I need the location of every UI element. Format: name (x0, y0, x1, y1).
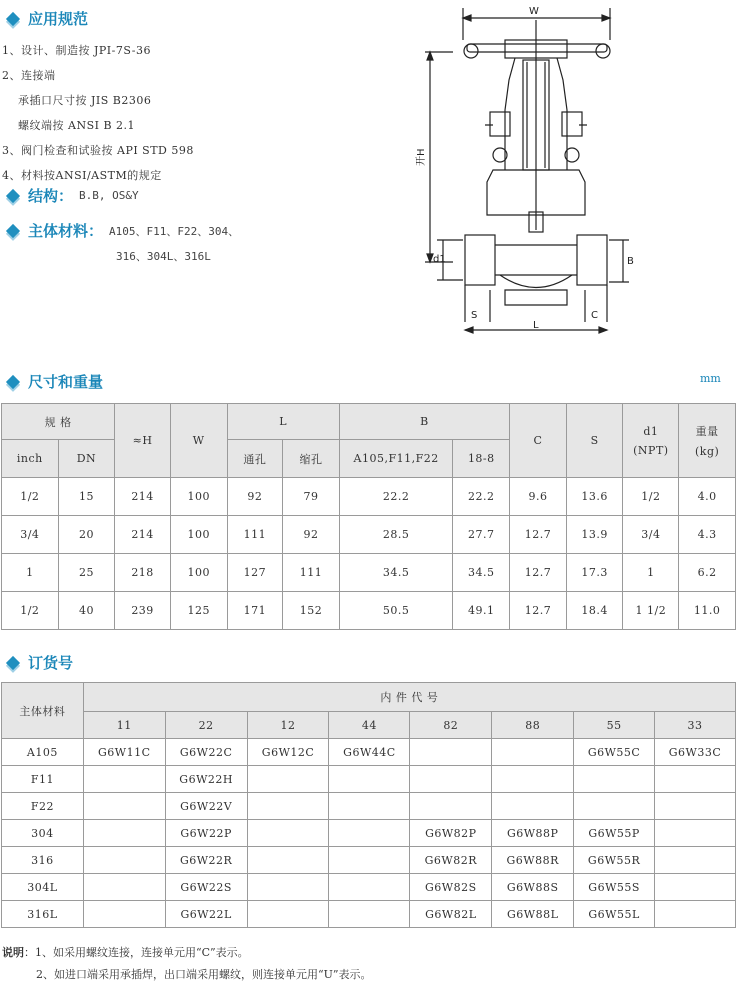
dim-label-h: 开H (416, 148, 427, 166)
cell: 1/2 (2, 592, 59, 630)
dim-label-w: W (529, 6, 539, 17)
cell: 40 (58, 592, 115, 630)
cell: 100 (170, 516, 227, 554)
header-code: 22 (165, 712, 247, 739)
order-table (1, 682, 736, 928)
cell: 111 (227, 516, 283, 554)
cell (247, 847, 329, 874)
cell: 4.0 (679, 478, 736, 516)
diamond-icon (6, 223, 20, 237)
cell: 127 (227, 554, 283, 592)
cell (492, 739, 574, 766)
order-heading (8, 652, 73, 673)
cell (410, 766, 492, 793)
table-row (2, 874, 736, 901)
table-row (2, 793, 736, 820)
header-b-a105: A105,F11,F22 (339, 440, 453, 478)
dim-label-d1: d1 (433, 254, 446, 265)
dimensions-heading (8, 371, 103, 392)
header-code: 33 (655, 712, 736, 739)
cell: G6W22H (165, 766, 247, 793)
table-row (2, 478, 736, 516)
cell: 9.6 (510, 478, 567, 516)
cell: 34.5 (339, 554, 453, 592)
cell: 15 (58, 478, 115, 516)
cell: 214 (115, 478, 171, 516)
cell: 50.5 (339, 592, 453, 630)
cell: 12.7 (510, 516, 567, 554)
cell (492, 793, 574, 820)
note-1-text: ：1、如采用螺纹连接，连接单元用“C”表示。 (24, 946, 249, 959)
cell (655, 874, 736, 901)
header-h: ≈H (115, 404, 171, 478)
cell (410, 793, 492, 820)
header-b-188: 18-8 (453, 440, 510, 478)
cell: 304L (2, 874, 84, 901)
header-code: 88 (492, 712, 574, 739)
cell: 1 (623, 554, 679, 592)
cell: 3/4 (623, 516, 679, 554)
spec-item: 承插口尺寸按 JIS B2306 (18, 94, 152, 107)
cell: 214 (115, 516, 171, 554)
cell: G6W22C (165, 739, 247, 766)
header-l-reduced: 缩孔 (283, 440, 340, 478)
header-weight (679, 404, 736, 478)
cell: 171 (227, 592, 283, 630)
header-b: B (339, 404, 509, 440)
unit-label: mm (700, 372, 721, 385)
cell: 34.5 (453, 554, 510, 592)
cell: 49.1 (453, 592, 510, 630)
material-line1: A105、F11、F22、304、 (109, 224, 240, 238)
cell: A105 (2, 739, 84, 766)
header-code: 11 (83, 712, 165, 739)
cell (329, 847, 410, 874)
table-row (2, 901, 736, 928)
header-code: 55 (574, 712, 655, 739)
cell: 92 (227, 478, 283, 516)
diamond-icon (6, 188, 20, 202)
cell: 316 (2, 847, 84, 874)
structure-title: 结构： (28, 187, 74, 205)
header-w: W (170, 404, 227, 478)
header-code: 82 (410, 712, 492, 739)
cell: 20 (58, 516, 115, 554)
cell: G6W82S (410, 874, 492, 901)
cell (83, 766, 165, 793)
cell (83, 874, 165, 901)
cell: 316L (2, 901, 84, 928)
cell: G6W22V (165, 793, 247, 820)
header-d1-label: d1 (643, 424, 659, 438)
cell: 22.2 (339, 478, 453, 516)
header-dn: DN (58, 440, 115, 478)
notes-label: 说明 (2, 946, 24, 959)
material-heading (8, 220, 239, 241)
cell (655, 766, 736, 793)
cell (574, 793, 655, 820)
cell (574, 766, 655, 793)
cell: 79 (283, 478, 340, 516)
cell: 11.0 (679, 592, 736, 630)
valve-drawing (405, 0, 645, 340)
cell (83, 820, 165, 847)
dim-label-l: L (533, 320, 539, 331)
cell: G6W22R (165, 847, 247, 874)
cell: 1 1/2 (623, 592, 679, 630)
table-row (2, 847, 736, 874)
header-weight-label: 重量 (695, 425, 719, 438)
cell: G6W88S (492, 874, 574, 901)
cell (329, 793, 410, 820)
cell (247, 766, 329, 793)
header-s: S (566, 404, 623, 478)
header-l: L (227, 404, 339, 440)
cell (247, 901, 329, 928)
cell: G6W22S (165, 874, 247, 901)
cell: 111 (283, 554, 340, 592)
dimensions-table (1, 403, 736, 630)
application-title: 应用规范 (28, 10, 89, 28)
cell: 3/4 (2, 516, 59, 554)
structure-value: B.B, OS&Y (79, 189, 139, 202)
cell: G6W22P (165, 820, 247, 847)
structure-heading (8, 185, 139, 206)
cell: G6W44C (329, 739, 410, 766)
cell: 18.4 (566, 592, 623, 630)
header-kg-label: (kg) (694, 445, 720, 458)
header-code: 12 (247, 712, 329, 739)
cell: 17.3 (566, 554, 623, 592)
header-inch: inch (2, 440, 59, 478)
cell: G6W82P (410, 820, 492, 847)
cell: 304 (2, 820, 84, 847)
cell: 239 (115, 592, 171, 630)
cell: 6.2 (679, 554, 736, 592)
cell: 12.7 (510, 554, 567, 592)
cell: 28.5 (339, 516, 453, 554)
table-row (2, 766, 736, 793)
cell (655, 847, 736, 874)
cell: 92 (283, 516, 340, 554)
cell: F22 (2, 793, 84, 820)
cell: G6W12C (247, 739, 329, 766)
table-row (2, 820, 736, 847)
diamond-icon (6, 655, 20, 669)
table-row (2, 592, 736, 630)
cell (329, 766, 410, 793)
header-l-full: 通孔 (227, 440, 283, 478)
header-material: 主体材料 (2, 683, 84, 739)
cell: 218 (115, 554, 171, 592)
spec-item: 3、阀门检查和试验按 API STD 598 (2, 144, 194, 157)
cell: 152 (283, 592, 340, 630)
note-2: 2、如进口端采用承插焊，出口端采用螺纹，则连接单元用“U”表示。 (36, 968, 372, 981)
material-line2: 316、304L、316L (116, 250, 211, 263)
spec-item: 螺纹端按 ANSI B 2.1 (18, 119, 136, 132)
cell: G6W55C (574, 739, 655, 766)
cell (83, 793, 165, 820)
application-list (2, 38, 194, 188)
material-title: 主体材料： (28, 222, 104, 240)
cell: G6W82R (410, 847, 492, 874)
cell (247, 820, 329, 847)
dim-label-b: B (627, 256, 634, 267)
cell: G6W88L (492, 901, 574, 928)
cell: F11 (2, 766, 84, 793)
cell (247, 874, 329, 901)
cell (492, 766, 574, 793)
cell: G6W55R (574, 847, 655, 874)
table-row (2, 739, 736, 766)
cell: 125 (170, 592, 227, 630)
header-c: C (510, 404, 567, 478)
cell: 4.3 (679, 516, 736, 554)
table-row (2, 554, 736, 592)
cell (655, 793, 736, 820)
application-heading (8, 8, 88, 29)
header-npt-label: (NPT) (633, 443, 669, 457)
cell: 1/2 (623, 478, 679, 516)
cell (329, 820, 410, 847)
header-trim: 内 件 代 号 (83, 683, 735, 712)
cell (329, 901, 410, 928)
cell: G6W33C (655, 739, 736, 766)
diamond-icon (6, 11, 20, 25)
dim-label-s: S (471, 310, 478, 321)
diamond-icon (6, 374, 20, 388)
spec-item: 1、设计、制造按 JPI-7S-36 (2, 44, 152, 57)
cell: G6W88R (492, 847, 574, 874)
cell (655, 901, 736, 928)
header-code: 44 (329, 712, 410, 739)
cell: G6W55S (574, 874, 655, 901)
spec-item: 2、连接端 (2, 69, 56, 82)
note-1 (2, 942, 372, 964)
cell: 1 (2, 554, 59, 592)
cell (655, 820, 736, 847)
cell: 27.7 (453, 516, 510, 554)
cell: 22.2 (453, 478, 510, 516)
cell (329, 874, 410, 901)
cell (410, 739, 492, 766)
dim-label-c: C (591, 310, 598, 321)
cell: G6W55L (574, 901, 655, 928)
cell: G6W88P (492, 820, 574, 847)
cell (247, 793, 329, 820)
cell (83, 847, 165, 874)
header-d1 (623, 404, 679, 478)
cell: 1/2 (2, 478, 59, 516)
cell: G6W55P (574, 820, 655, 847)
spec-item: 4、材料按ANSI/ASTM的规定 (2, 169, 162, 182)
cell: 13.9 (566, 516, 623, 554)
cell: G6W11C (83, 739, 165, 766)
header-spec: 规 格 (2, 404, 115, 440)
cell: 13.6 (566, 478, 623, 516)
order-title: 订货号 (28, 654, 74, 672)
cell: 25 (58, 554, 115, 592)
table-row (2, 516, 736, 554)
cell (83, 901, 165, 928)
notes (2, 942, 372, 986)
cell: 12.7 (510, 592, 567, 630)
cell: 100 (170, 478, 227, 516)
cell: G6W22L (165, 901, 247, 928)
cell: G6W82L (410, 901, 492, 928)
cell: 100 (170, 554, 227, 592)
dimensions-title: 尺寸和重量 (28, 373, 104, 391)
